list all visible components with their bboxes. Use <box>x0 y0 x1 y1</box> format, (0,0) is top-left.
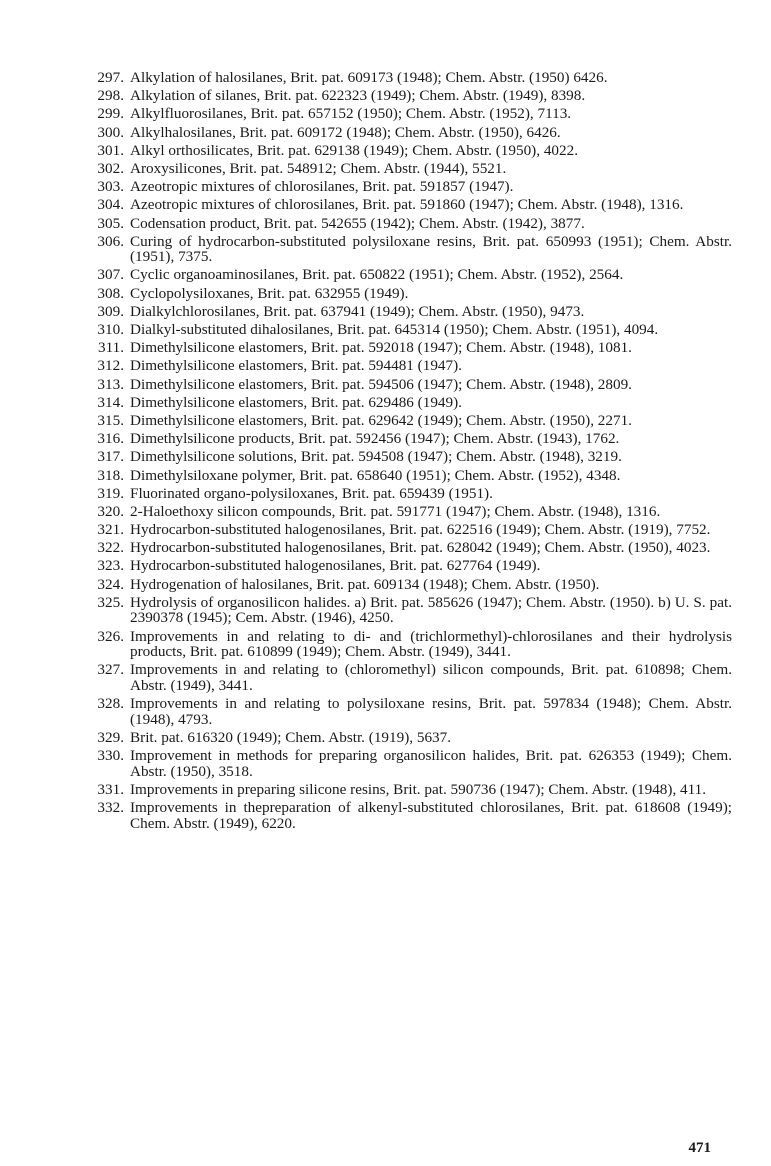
reference-entry <box>84 522 732 538</box>
reference-entry <box>84 431 732 447</box>
reference-entry <box>84 782 732 798</box>
reference-number: 329. <box>97 728 124 746</box>
reference-number: 320. <box>97 502 124 520</box>
reference-list <box>84 70 732 834</box>
reference-text: Dimethylsilicone products, Brit. pat. 592456 (1947); Chem. Abstr. (1943), 1762. <box>130 430 620 448</box>
reference-text: Improvement in methods for preparing organosilicon halides, Brit. pat. 626353 (1949); Chem. Abstr. (1950), 3518. <box>130 747 732 780</box>
reference-number: 328. <box>97 695 124 713</box>
reference-entry <box>84 662 732 693</box>
reference-entry <box>84 413 732 429</box>
reference-text: Dimethylsilicone elastomers, Brit. pat. 592018 (1947); Chem. Abstr. (1948), 1081. <box>130 339 632 357</box>
reference-number: 298. <box>97 87 124 105</box>
reference-text: Dialkylchlorosilanes, Brit. pat. 637941 (1949); Chem. Abstr. (1950), 9473. <box>130 302 585 320</box>
reference-entry <box>84 730 732 746</box>
reference-entry <box>84 322 732 338</box>
reference-number: 306. <box>97 232 124 250</box>
reference-number: 322. <box>97 539 124 557</box>
reference-number: 308. <box>97 284 124 302</box>
reference-text: Hydrocarbon-substituted halogenosilanes, Brit. pat. 622516 (1949); Chem. Abstr. (1919), 7752. <box>130 521 711 539</box>
reference-number: 318. <box>97 466 124 484</box>
reference-entry <box>84 504 732 520</box>
reference-number: 319. <box>97 484 124 502</box>
reference-text: Hydrolysis of organosilicon halides. a) Brit. pat. 585626 (1947); Chem. Abstr. (1950). b) U. S. pat. 2390378 (1945); Cem. Abstr. (1946), 4250. <box>130 593 732 627</box>
reference-number: 305. <box>97 214 124 232</box>
reference-number: 312. <box>97 357 124 375</box>
reference-text: Brit. pat. 616320 (1949); Chem. Abstr. (1919), 5637. <box>130 728 452 746</box>
reference-number: 304. <box>97 196 124 214</box>
reference-text: Dimethylsilicone elastomers, Brit. pat. 594481 (1947). <box>130 357 462 375</box>
reference-entry <box>84 800 732 831</box>
reference-text: Improvements in and relating to di- and (trichlormethyl)-chlorosilanes and their hydrolysis products, Brit. pat. 610899 (1949); Chem. Abstr. (1949), 3441. <box>130 627 732 661</box>
reference-text: Curing of hydrocarbon-substituted polysiloxane resins, Brit. pat. 650993 (1951); Chem. Abstr. (1951), 7375. <box>130 232 732 266</box>
reference-entry <box>84 70 732 86</box>
reference-text: Alkylation of halosilanes, Brit. pat. 609173 (1948); Chem. Abstr. (1950) 6426. <box>130 69 608 86</box>
reference-entry <box>84 234 732 265</box>
reference-entry <box>84 449 732 465</box>
reference-entry <box>84 340 732 356</box>
reference-entry <box>84 486 732 502</box>
reference-number: 300. <box>97 123 124 141</box>
reference-number: 317. <box>97 448 124 466</box>
reference-text: Hydrocarbon-substituted halogenosilanes, Brit. pat. 628042 (1949); Chem. Abstr. (1950), 4023. <box>130 539 711 557</box>
reference-number: 327. <box>97 661 124 679</box>
reference-entry <box>84 577 732 593</box>
reference-number: 325. <box>97 593 124 611</box>
reference-text: 2-Haloethoxy silicon compounds, Brit. pat. 591771 (1947); Chem. Abstr. (1948), 1316. <box>130 502 661 520</box>
reference-entry <box>84 304 732 320</box>
reference-text: Alkylfluorosilanes, Brit. pat. 657152 (1950); Chem. Abstr. (1952), 7113. <box>130 105 572 123</box>
reference-text: Alkyl orthosilicates, Brit. pat. 629138 (1949); Chem. Abstr. (1950), 4022. <box>130 141 578 159</box>
reference-number: 299. <box>97 105 124 123</box>
page-number: 471 <box>688 1140 711 1156</box>
reference-text: Cyclic organoaminosilanes, Brit. pat. 650822 (1951); Chem. Abstr. (1952), 2564. <box>130 266 624 284</box>
reference-number: 313. <box>97 375 124 393</box>
reference-entry <box>84 748 732 779</box>
reference-entry <box>84 595 732 626</box>
reference-text: Aroxysilicones, Brit. pat. 548912; Chem. Abstr. (1944), 5521. <box>130 159 507 177</box>
reference-number: 302. <box>97 159 124 177</box>
reference-number: 331. <box>97 780 124 798</box>
reference-number: 311. <box>97 339 124 357</box>
reference-entry <box>84 558 732 574</box>
reference-entry <box>84 377 732 393</box>
reference-text: Hydrogenation of halosilanes, Brit. pat. 609134 (1948); Chem. Abstr. (1950). <box>130 575 600 593</box>
reference-entry <box>84 125 732 141</box>
reference-text: Alkylation of silanes, Brit. pat. 622323 (1949); Chem. Abstr. (1949), 8398. <box>130 87 586 105</box>
reference-entry <box>84 286 732 302</box>
reference-number: 332. <box>97 799 124 817</box>
reference-number: 321. <box>97 521 124 539</box>
reference-entry <box>84 267 732 283</box>
reference-text: Fluorinated organo-polysiloxanes, Brit. pat. 659439 (1951). <box>130 484 493 502</box>
reference-number: 326. <box>97 627 124 645</box>
reference-number: 309. <box>97 302 124 320</box>
reference-number: 307. <box>97 266 124 284</box>
reference-text: Alkylhalosilanes, Brit. pat. 609172 (1948); Chem. Abstr. (1950), 6426. <box>130 123 561 141</box>
reference-number: 314. <box>97 393 124 411</box>
reference-entry <box>84 540 732 556</box>
reference-entry <box>84 179 732 195</box>
reference-text: Azeotropic mixtures of chlorosilanes, Brit. pat. 591857 (1947). <box>130 178 514 196</box>
reference-entry <box>84 696 732 727</box>
reference-text: Improvements in thepreparation of alkenyl-substituted chlorosilanes, Brit. pat. 618608 (1949); Chem. Abstr. (1949), 6220. <box>130 799 732 832</box>
reference-text: Dimethylsilicone elastomers, Brit. pat. 629486 (1949). <box>130 393 462 411</box>
reference-entry <box>84 161 732 177</box>
reference-number: 324. <box>97 575 124 593</box>
reference-entry <box>84 106 732 122</box>
reference-number: 315. <box>97 411 124 429</box>
reference-text: Cyclopolysiloxanes, Brit. pat. 632955 (1949). <box>130 284 409 302</box>
reference-number: 297. <box>97 69 124 86</box>
reference-entry <box>84 197 732 213</box>
reference-number: 323. <box>97 557 124 575</box>
reference-text: Dimethylsilicone elastomers, Brit. pat. 629642 (1949); Chem. Abstr. (1950), 2271. <box>130 411 632 429</box>
reference-text: Dimethylsilicone solutions, Brit. pat. 594508 (1947); Chem. Abstr. (1948), 3219. <box>130 448 622 466</box>
reference-entry <box>84 468 732 484</box>
reference-number: 330. <box>97 747 124 765</box>
reference-entry <box>84 143 732 159</box>
reference-number: 316. <box>97 430 124 448</box>
reference-number: 310. <box>97 321 124 339</box>
reference-entry <box>84 358 732 374</box>
reference-text: Dimethylsilicone elastomers, Brit. pat. 594506 (1947); Chem. Abstr. (1948), 2809. <box>130 375 632 393</box>
reference-text: Hydrocarbon-substituted halogenosilanes, Brit. pat. 627764 (1949). <box>130 557 541 575</box>
reference-text: Improvements in preparing silicone resins, Brit. pat. 590736 (1947); Chem. Abstr. (1948), 411. <box>130 780 707 798</box>
reference-entry <box>84 216 732 232</box>
reference-text: Improvements in and relating to polysiloxane resins, Brit. pat. 597834 (1948); Chem. Abstr. (1948), 4793. <box>130 695 732 728</box>
reference-entry <box>84 88 732 104</box>
reference-entry <box>84 395 732 411</box>
reference-number: 303. <box>97 178 124 196</box>
reference-entry <box>84 629 732 660</box>
reference-text: Dialkyl-substituted dihalosilanes, Brit. pat. 645314 (1950); Chem. Abstr. (1951), 4094. <box>130 321 659 339</box>
reference-text: Dimethylsiloxane polymer, Brit. pat. 658640 (1951); Chem. Abstr. (1952), 4348. <box>130 466 621 484</box>
reference-number: 301. <box>97 141 124 159</box>
reference-text: Improvements in and relating to (chloromethyl) silicon compounds, Brit. pat. 610898; Chem. Abstr. (1949), 3441. <box>130 661 732 694</box>
reference-text: Codensation product, Brit. pat. 542655 (1942); Chem. Abstr. (1942), 3877. <box>130 214 585 232</box>
reference-text: Azeotropic mixtures of chlorosilanes, Brit. pat. 591860 (1947); Chem. Abstr. (1948), 1316. <box>130 196 684 214</box>
